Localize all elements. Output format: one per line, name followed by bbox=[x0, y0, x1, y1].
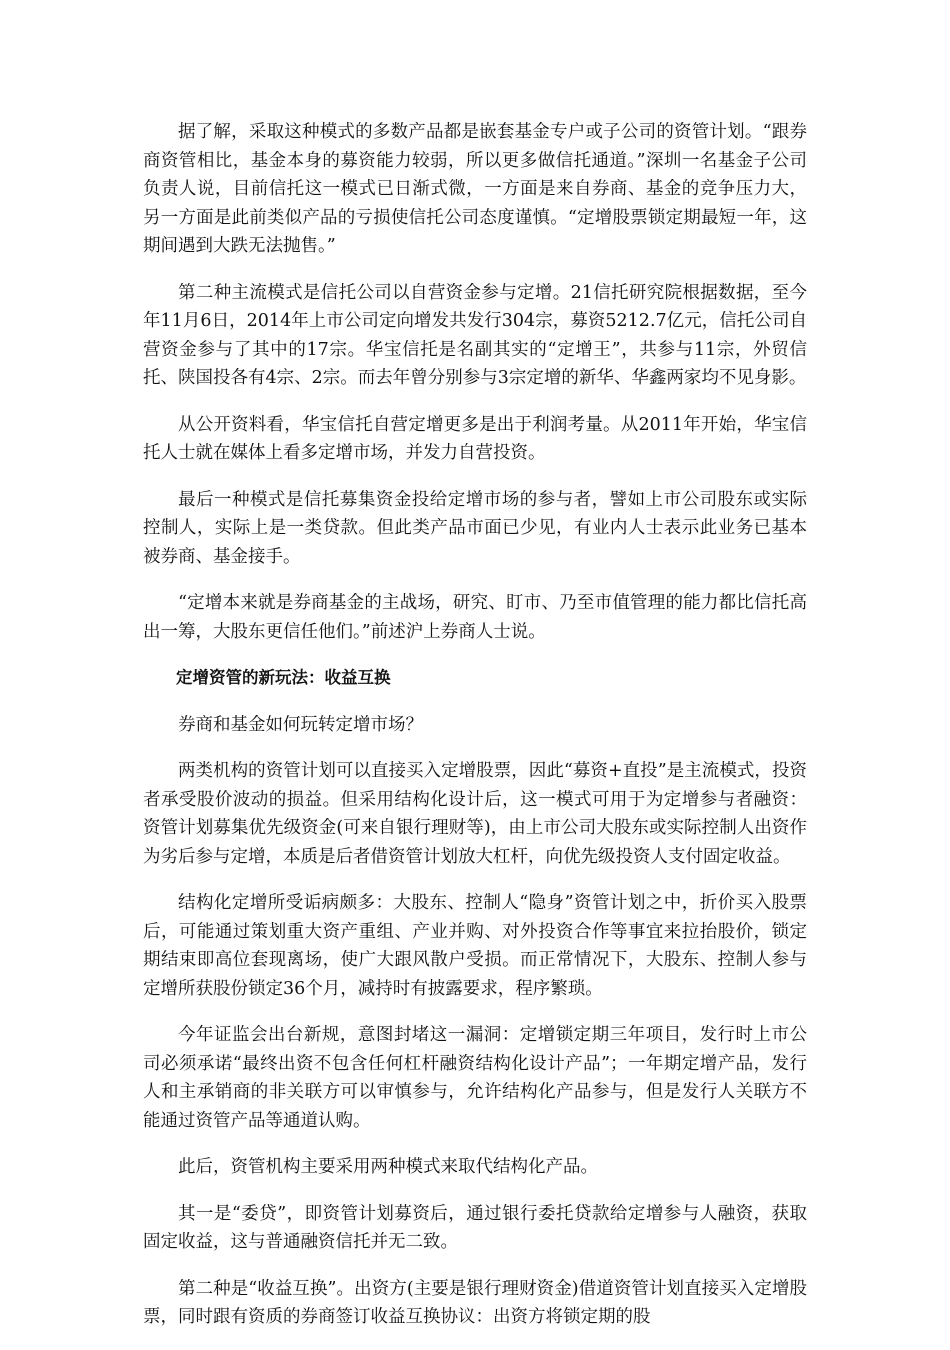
paragraph-10: 今年证监会出台新规，意图封堵这一漏洞：定增锁定期三年项目，发行时上市公司必须承诺“最终出资不包含任何杠杆融资结构化设计产品”；一年期定增产品，发行人和主承销商的非关联方可以审慎参与，允许结构化产品参与，但是发行人关联方不能通过资管产品等通道认购。 bbox=[143, 1025, 807, 1131]
article-body bbox=[143, 118, 807, 1350]
paragraph-5: “定增本来就是券商基金的主战场，研究、盯市、乃至市值管理的能力都比信托高出一筹，大股东更信任他们。”前述沪上券商人士说。 bbox=[143, 593, 807, 642]
paragraph-2: 第二种主流模式是信托公司以自营资金参与定增。21信托研究院根据数据，至今年11月6日，2014年上市公司定向增发共发行304宗，募资5212.7亿元，信托公司自营资金参与了其中的17宗。华宝信托是名副其实的“定增王”，共参与11宗，外贸信托、陕国投各有4宗、2宗。而去年曾分别参与3宗定增的新华、华鑫两家均不见身影。 bbox=[143, 282, 807, 388]
paragraph-7: 券商和基金如何玩转定增市场？ bbox=[178, 714, 423, 735]
paragraph-8: 两类机构的资管计划可以直接买入定增股票，因此“募资+直投”是主流模式，投资者承受股价波动的损益。但采用结构化设计后，这一模式可用于为定增参与者融资：资管计划募集优先级资金(可来自银行理财等)，由上市公司大股东或实际控制人出资作为劣后参与定增，本质是后者借资管计划放大杠杆，向优先级投资人支付固定收益。 bbox=[143, 761, 807, 867]
section-heading: 定增资管的新玩法：收益互换 bbox=[176, 668, 391, 687]
paragraph-11: 此后，资管机构主要采用两种模式来取代结构化产品。 bbox=[178, 1157, 598, 1177]
paragraph-1: 据了解，采取这种模式的多数产品都是嵌套基金专户或子公司的资管计划。“跟券商资管相比，基金本身的募资能力较弱，所以更多做信托通道。”深圳一名基金子公司负责人说，目前信托这一模式已日渐式微，一方面是来自券商、基金的竞争压力大，另一方面是此前类似产品的亏损使信托公司态度谨慎。“定增股票锁定期最短一年，这期间遇到大跌无法抛售。” bbox=[143, 122, 807, 256]
paragraph-12: 其一是“委贷”，即资管计划募资后，通过银行委托贷款给定增参与人融资，获取固定收益，这与普通融资信托并无二致。 bbox=[143, 1203, 807, 1252]
paragraph-3: 从公开资料看，华宝信托自营定增更多是出于利润考量。从2011年开始，华宝信托人士就在媒体上看多定增市场，并发力自营投资。 bbox=[143, 414, 807, 463]
paragraph-4: 最后一种模式是信托募集资金投给定增市场的参与者，譬如上市公司股东或实际控制人，实际上是一类贷款。但此类产品市面已少见，有业内人士表示此业务已基本被券商、基金接手。 bbox=[143, 489, 807, 567]
paragraph-13: 第二种是“收益互换”。出资方(主要是银行理财资金)借道资管计划直接买入定增股票，同时跟有资质的券商签订收益互换协议：出资方将锁定期的股 bbox=[143, 1278, 807, 1327]
paragraph-9: 结构化定增所受诟病颇多：大股东、控制人“隐身”资管计划之中，折价买入股票后，可能通过策划重大资产重组、产业并购、对外投资合作等事宜来拉抬股价，锁定期结束即高位套现离场，使广大跟风散户受损。而正常情况下，大股东、控制人参与定增所获股份锁定36个月，减持时有披露要求，程序繁琐。 bbox=[143, 893, 807, 999]
